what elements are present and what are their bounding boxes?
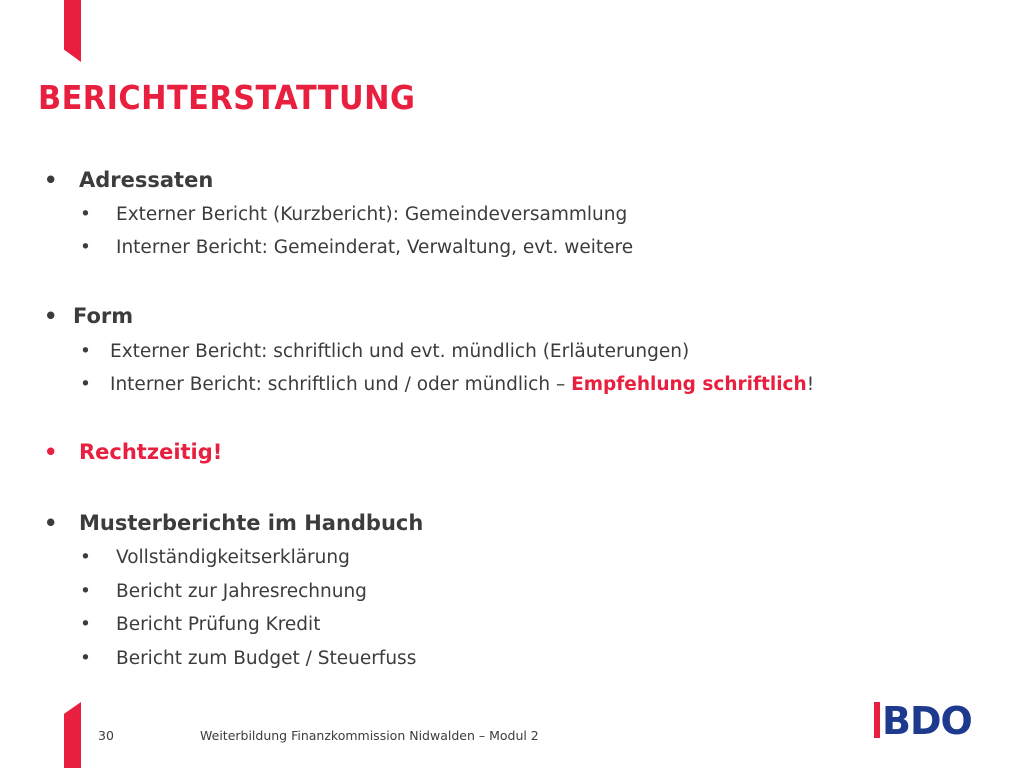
bullet-dot: • (80, 374, 91, 395)
bullet-dot: • (80, 648, 91, 669)
footer-text: Weiterbildung Finanzkommission Nidwalden – Modul 2 (200, 728, 539, 743)
page-number: 30 (98, 728, 114, 743)
logo-red-bar (874, 702, 880, 738)
bullet-dot: • (44, 440, 58, 464)
sub-item-text: Bericht Prüfung Kredit (116, 614, 321, 635)
bullet-dot: • (80, 614, 91, 635)
section-heading-musterberichte: Musterberichte im Handbuch (79, 511, 424, 535)
sub-item-prefix: Interner Bericht: schriftlich und / oder mündlich – (110, 374, 572, 395)
slide-title: BERICHTERSTATTUNG (38, 78, 416, 117)
bullet-dot: • (44, 168, 58, 192)
section-heading-adressaten: Adressaten (79, 168, 214, 192)
sub-item-suffix: ! (806, 374, 815, 395)
accent-bar-top (64, 0, 81, 62)
sub-item-text: Externer Bericht: schriftlich und evt. mündlich (Erläuterungen) (110, 341, 690, 362)
section-heading-rechtzeitig: Rechtzeitig! (79, 440, 223, 464)
bullet-dot: • (44, 304, 58, 328)
accent-bar-bottom (64, 702, 81, 768)
sub-item-text: Interner Bericht: Gemeinderat, Verwaltung, evt. weitere (116, 237, 634, 258)
bullet-dot: • (80, 547, 91, 568)
sub-item-text: Bericht zum Budget / Steuerfuss (116, 648, 417, 669)
sub-item-text: Vollständigkeitserklärung (116, 547, 350, 568)
section-heading-form: Form (73, 304, 134, 328)
sub-item-text (110, 374, 814, 395)
bdo-logo (874, 698, 986, 742)
logo-text: BDO (882, 699, 972, 742)
sub-item-text: Externer Bericht (Kurzbericht): Gemeindeversammlung (116, 204, 628, 225)
highlight-recommendation: Empfehlung schriftlich (571, 374, 807, 395)
bullet-dot: • (80, 237, 91, 258)
bullet-dot: • (80, 581, 91, 602)
bullet-dot: • (80, 341, 91, 362)
bullet-dot: • (80, 204, 91, 225)
bullet-dot: • (44, 511, 58, 535)
sub-item-text: Bericht zur Jahresrechnung (116, 581, 367, 602)
